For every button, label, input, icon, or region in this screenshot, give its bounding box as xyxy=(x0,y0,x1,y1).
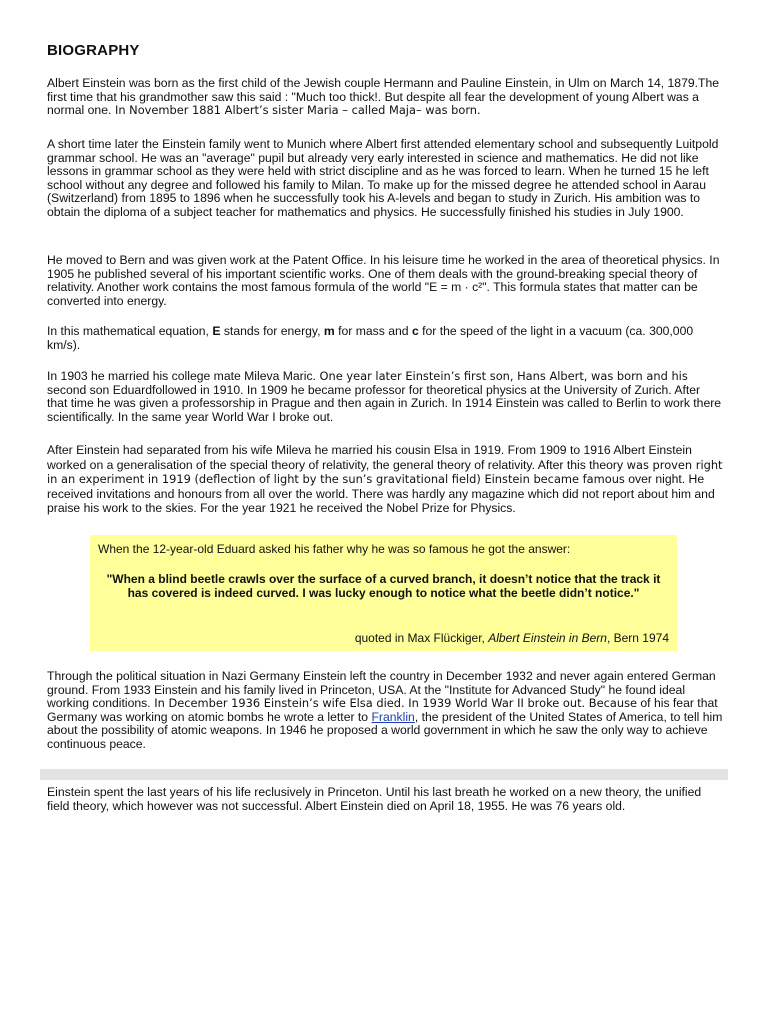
paragraph-marriage xyxy=(47,370,723,424)
paragraph-birth xyxy=(47,77,723,118)
text-princeton-1: Through the political situation in Nazi Germany Einstein left the country in December 1932 and never again entered German ground. From 1933 Einstein and his family lived in Princeton, USA. At the "Institute for Advanced Study" he found ideal working conditions. xyxy=(47,669,716,711)
text-princeton-4: , the president of the United States of America, to tell him about the possibility of atomic weapons. In 1946 he proposed a world government in which he saw the only way to achieve continuous peace. xyxy=(47,709,723,751)
text-birth-maja: In November 1881 Albert’s sister Maria – called Maja– was born. xyxy=(111,103,481,118)
text-birth-main: Albert Einstein was born as the first child of the Jewish couple Hermann and Pauline Einstein, in Ulm on March 14, 1879.The first time that his grandmother saw this said : "Much too thick!. But despite all fear the development of young Albert was a normal one. xyxy=(47,76,720,118)
symbol-e: E xyxy=(212,324,221,338)
text-marriage-3: second son Eduardfollowed in 1910. In 1909 he became professor for theoretical physics at the University of Zurich. After that time he was given a professorship in Prague and then again in Zurich. In 1914 Einstein was called to Berlin to work there scientifically. In the same year World War I broke out. xyxy=(47,382,722,424)
paragraph-princeton xyxy=(47,670,723,752)
citation-prefix: quoted in Max Flückiger, xyxy=(354,631,489,645)
page-title: BIOGRAPHY xyxy=(47,42,140,59)
quote-citation xyxy=(355,631,669,645)
text-marriage-1: In 1903 he married his college mate Mileva Maric. xyxy=(47,369,316,383)
text-princeton-3: of his fear that Germany was working on atomic bombs he wrote a letter to xyxy=(47,696,718,724)
divider-bar xyxy=(40,769,728,780)
paragraph-bern: He moved to Bern and was given work at the Patent Office. In his leisure time he worked in the area of theoretical physics. In 1905 he published several of his important scientific works. One of them deals with the ground-breaking special theory of relativity. Another work contains the most famous formula of the world "E = m · c²". This formula states that matter can be converted into energy. xyxy=(47,253,720,308)
text-princeton-2: In December 1936 Einstein’s wife Elsa died. In 1939 World War II broke out. Because xyxy=(150,696,638,711)
symbol-c: c xyxy=(411,324,419,338)
paragraph-equation xyxy=(47,325,723,352)
text-relativity-2: was proven right in an experiment in 1919 (deflection of light by the sun’s gravitational field) Einstein became famous xyxy=(47,457,723,487)
citation-suffix: , Bern 1974 xyxy=(606,631,669,645)
text-equation-1: In this mathematical equation, xyxy=(47,324,213,338)
franklin-link[interactable]: Franklin xyxy=(371,709,415,724)
symbol-m: m xyxy=(323,324,335,338)
text-equation-4: for the speed of the light in a vacuum (ca. 300,000 km/s). xyxy=(47,324,694,352)
text-equation-3: for mass and xyxy=(334,324,412,338)
quote-intro: When the 12-year-old Eduard asked his father why he was so famous he got the answer: xyxy=(98,542,571,556)
text-marriage-2: One year later Einstein’s first son, Hans Albert, was born and his xyxy=(315,369,688,383)
paragraph-school: A short time later the Einstein family went to Munich where Albert first attended elementary school and subsequently Luitpold grammar school. He was an "average" pupil but already very early interested in science and mathematics. He did not like lessons in grammar school as they were held with strict discipline and as he was forced to learn. When he turned 15 he left school without any degree and followed his family to Milan. To make up for the missed degree he attended school in Aarau (Switzerland) from 1895 to 1896 when he successfully took his A-levels and began to study in Zurich. His ambition was to obtain the diploma of a subject teacher for mathematics and physics. He successfully finished his studies in July 1900. xyxy=(47,137,719,219)
quote-text: "When a blind beetle crawls over the surface of a curved branch, it doesn’t notice that the track it has covered is indeed curved. I was lucky enough to notice what the beetle didn’t notice." xyxy=(106,572,661,600)
citation-title: Albert Einstein in Bern xyxy=(488,631,607,645)
text-relativity-1: After Einstein had separated from his wife Mileva he married his cousin Elsa in 1919. From 1909 to 1916 Albert Einstein worked on a generalisation of the special theory of relativity, the general theory of relativity. After this theory xyxy=(47,443,692,472)
paragraph-last-years: Einstein spent the last years of his life reclusively in Princeton. Until his last breath he worked on a new theory, the unified field theory, which however was not successful. Albert Einstein died on April 18, 1955. He was 76 years old. xyxy=(47,785,702,814)
paragraph-relativity xyxy=(47,443,723,516)
text-equation-2: stands for energy, xyxy=(220,324,324,338)
quote-box xyxy=(90,535,677,651)
text-relativity-3: over night. He received invitations and honours from all over the world. There was hardly any magazine which did not report about him and praise his work to the skies. For the year 1921 he received the Nobel Prize for Physics. xyxy=(47,472,715,516)
